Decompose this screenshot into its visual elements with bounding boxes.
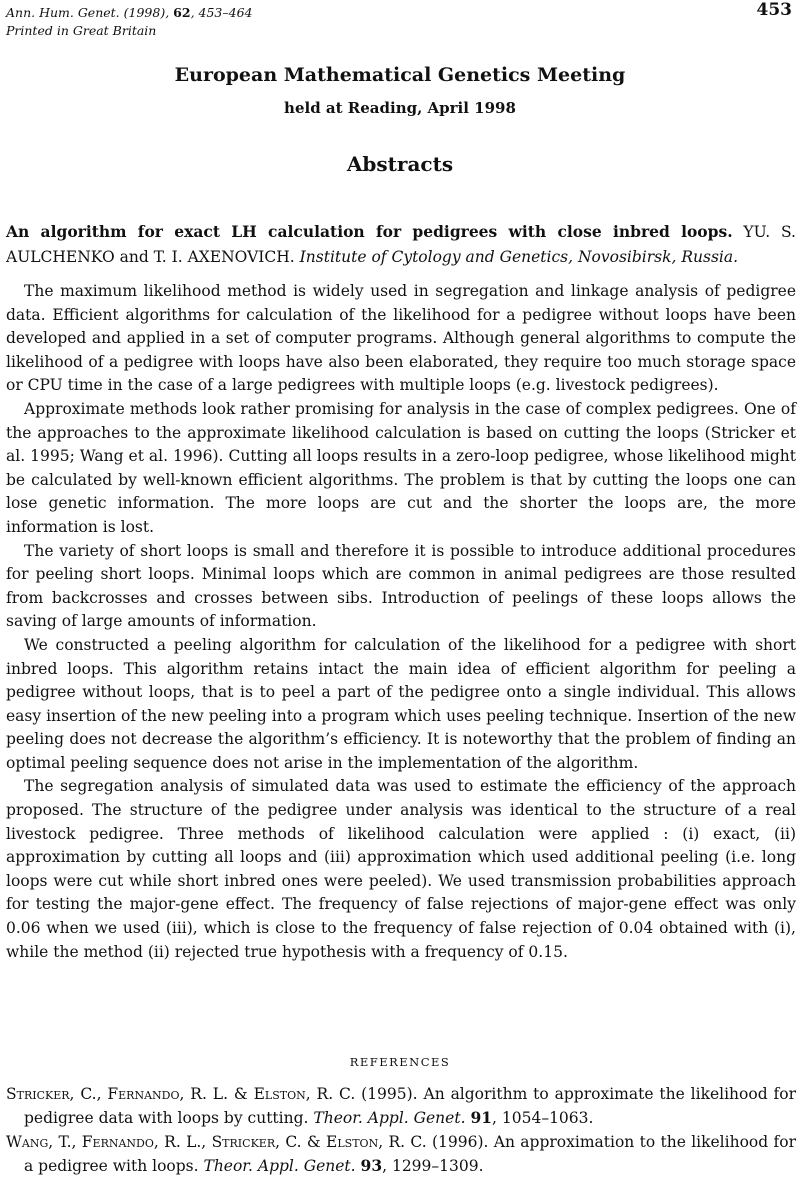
- abstract-paragraph: The variety of short loops is small and therefore it is possible to introduce additional procedures for peeling short loops. Minimal loops which are common in animal pedigrees are those resulted from backcrosses and crosses between sibs. Introduction of peelings of these loops allows the saving of large amounts of information.: [6, 541, 796, 631]
- reference-item: [6, 1082, 796, 1130]
- abstract-header: [6, 219, 796, 270]
- reference-year: (1996).: [431, 1133, 489, 1151]
- reference-authors: Stricker, C., Fernando, R. L. & Elston, R. C.: [6, 1085, 356, 1103]
- abstract-paragraph: We constructed a peeling algorithm for calculation of the likelihood for a pedigree with short inbred loops. This algorithm retains intact the main idea of efficient algorithm for peeling a pedigree without loops, that is to peel a part of the pedigree onto a single individual. This allows easy insertion of the new peeling into a program which uses peeling technique. Insertion of the new peeling does not decrease the algorithm’s efficiency. It is noteworthy that the problem of finding an optimal peeling sequence does not arise in the implementation of the algorithm.: [6, 635, 796, 772]
- journal-name: Ann. Hum. Genet.: [6, 5, 120, 20]
- citation-line: [6, 4, 526, 22]
- journal-volume: 62: [173, 5, 191, 20]
- reference-item: [6, 1130, 796, 1178]
- journal-pages: , 453–464: [190, 5, 253, 20]
- reference-volume: 93: [360, 1156, 383, 1175]
- reference-pages: , 1054–1063.: [492, 1109, 594, 1127]
- references-list: [6, 1082, 796, 1178]
- meeting-title: European Mathematical Genetics Meeting: [174, 64, 626, 86]
- reference-title: An approximation to the likelihood for a pedigree with loops.: [24, 1133, 796, 1175]
- reference-journal: Theor. Appl. Genet.: [203, 1157, 356, 1175]
- reference-title: An algorithm to approximate the likelihood for pedigree data with loops by cutting.: [24, 1085, 796, 1127]
- abstract-paragraph: Approximate methods look rather promising for analysis in the case of complex pedigrees. One of the approaches to the approximate likelihood calculation is based on cutting the loops (Stricker et al. 1995; Wang et al. 1996). Cutting all loops results in a zero-loop pedigree, whose likelihood might be calculated by well-known efficient algorithms. The problem is that by cutting the loops one can lose genetic information. The more loops are cut and the shorter the loops are, the more information is lost.: [6, 399, 796, 536]
- references-heading: REFERENCES: [349, 1055, 451, 1069]
- abstract-affiliation: Institute of Cytology and Genetics, Novosibirsk, Russia.: [299, 248, 739, 266]
- abstract-paragraph: The maximum likelihood method is widely used in segregation and linkage analysis of pedigree data. Efficient algorithms for calculation of the likelihood for a pedigree without loops have been developed and applied in a set of computer programs. Although general algorithms to compute the likelihood of a pedigree with loops have also been elaborated, they require too much storage space or CPU time in the case of a large pedigrees with multiple loops (e.g. livestock pedigrees).: [6, 282, 796, 395]
- reference-year: (1995).: [361, 1085, 418, 1103]
- running-head: [6, 4, 526, 40]
- section-heading: Abstracts: [346, 152, 454, 176]
- abstract-paragraph: The segregation analysis of simulated data was used to estimate the efficiency of the approach proposed. The structure of the pedigree under analysis was identical to the structure of a real livestock pedigree. Three methods of likelihood calculation were applied : (i) exact, (ii) approximation by cutting all loops and (iii) approximation which used additional peeling (i.e. long loops were cut while short inbred ones were peeled). We used transmission probabilities approach for testing the major-gene effect. The frequency of false rejections of major-gene effect was only 0.06 when we used (iii), which is close to the frequency of false rejection of 0.04 obtained with (i), while the method (ii) rejected true hypothesis with a frequency of 0.15.: [6, 777, 796, 961]
- reference-authors: Wang, T., Fernando, R. L., Stricker, C. & Elston, R. C.: [6, 1133, 427, 1151]
- journal-year: (1998),: [123, 5, 170, 20]
- printed-line: Printed in Great Britain: [6, 23, 157, 38]
- page-number: 453: [756, 0, 792, 20]
- abstract-title: An algorithm for exact LH calculation for pedigrees with close inbred loops.: [6, 222, 733, 241]
- abstract-authors: YU. S. AULCHENKO and T. I. AXENOVICH.: [6, 223, 796, 266]
- abstract-body: [6, 280, 796, 964]
- reference-volume: 91: [470, 1108, 493, 1127]
- meeting-subtitle: held at Reading, April 1998: [284, 99, 516, 117]
- reference-journal: Theor. Appl. Genet.: [313, 1109, 466, 1127]
- reference-pages: , 1299–1309.: [382, 1157, 484, 1175]
